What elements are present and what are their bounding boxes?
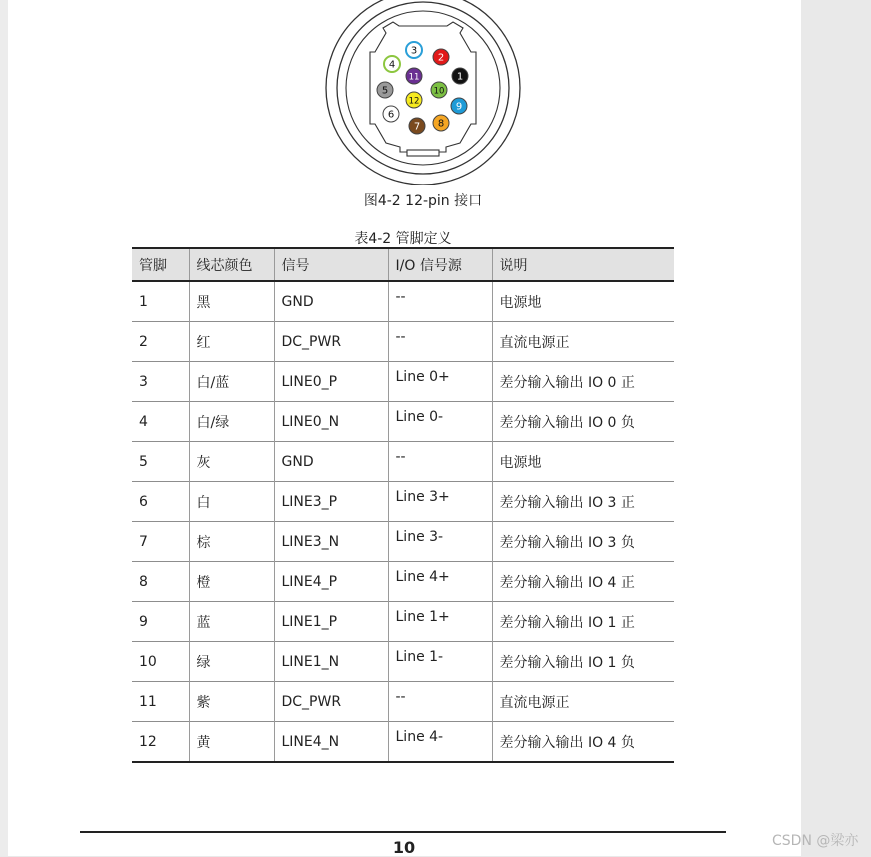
- watermark: CSDN @梁亦: [772, 833, 859, 849]
- cell-io-source: Line 4-: [388, 722, 492, 763]
- table-row: [132, 722, 674, 763]
- table-header: [132, 248, 674, 281]
- cell-wire-color: 红: [189, 322, 274, 362]
- table-row: [132, 281, 674, 322]
- cell-io-source: --: [388, 281, 492, 322]
- cell-wire-color: 绿: [189, 642, 274, 682]
- cell-description: 差分输入输出 IO 1 正: [492, 602, 674, 642]
- cell-signal: GND: [274, 442, 388, 482]
- pin-label: 1: [456, 71, 464, 83]
- cell-wire-color: 紫: [189, 682, 274, 722]
- table-row: [132, 562, 674, 602]
- pin-5: [377, 82, 393, 98]
- header-signal: 信号: [274, 248, 388, 281]
- cell-signal: LINE1_N: [274, 642, 388, 682]
- pin-4: [384, 56, 400, 72]
- pin-label: 6: [387, 109, 395, 121]
- cell-pin: 3: [139, 373, 148, 390]
- table-row: [132, 362, 674, 402]
- cell-description: 差分输入输出 IO 3 正: [492, 482, 674, 522]
- cell-io-source: Line 0+: [388, 362, 492, 402]
- cell-pin: 11: [139, 693, 157, 710]
- table-row: [132, 322, 674, 362]
- pin-label: 7: [413, 121, 421, 133]
- pin-8: [433, 115, 449, 131]
- cell-signal: LINE4_N: [274, 722, 388, 763]
- header-wire-color: 线芯颜色: [189, 248, 274, 281]
- cell-description: 差分输入输出 IO 4 负: [492, 722, 674, 763]
- cell-wire-color: 白/蓝: [189, 362, 274, 402]
- cell-wire-color: 黄: [189, 722, 274, 763]
- pin-label: 2: [437, 52, 445, 64]
- connector-key-notch: [407, 150, 439, 156]
- cell-description: 电源地: [492, 281, 674, 322]
- cell-io-source: Line 4+: [388, 562, 492, 602]
- pin-11: [406, 68, 422, 84]
- cell-wire-color: 黑: [189, 281, 274, 322]
- cell-wire-color: 灰: [189, 442, 274, 482]
- cell-signal: LINE4_P: [274, 562, 388, 602]
- cell-description: 差分输入输出 IO 4 正: [492, 562, 674, 602]
- cell-pin: 6: [139, 493, 148, 510]
- cell-io-source: --: [388, 442, 492, 482]
- cell-description: 差分输入输出 IO 0 负: [492, 402, 674, 442]
- table-caption: 表4-2 管脚定义: [354, 231, 452, 247]
- viewer-background: [801, 0, 871, 856]
- cell-signal: LINE1_P: [274, 602, 388, 642]
- connector-diagram: [323, 0, 523, 185]
- pin-2: [433, 49, 449, 65]
- cell-io-source: --: [388, 682, 492, 722]
- cell-pin: 12: [139, 733, 157, 750]
- cell-wire-color: 蓝: [189, 602, 274, 642]
- cell-io-source: Line 0-: [388, 402, 492, 442]
- cell-wire-color: 白: [189, 482, 274, 522]
- cell-signal: LINE0_P: [274, 362, 388, 402]
- pin-label: 10: [433, 86, 445, 97]
- pin-label: 4: [388, 59, 396, 71]
- cell-pin: 7: [139, 533, 148, 550]
- cell-signal: DC_PWR: [274, 322, 388, 362]
- cell-pin: 4: [139, 413, 148, 430]
- table-row: [132, 602, 674, 642]
- pin-6: [383, 106, 399, 122]
- pin-3: [406, 42, 422, 58]
- header-description: 说明: [492, 248, 674, 281]
- table-row: [132, 442, 674, 482]
- left-gutter: [0, 0, 8, 856]
- pin-definition-table: [132, 247, 674, 763]
- pin-7: [409, 118, 425, 134]
- pin-label: 3: [410, 45, 418, 57]
- cell-description: 直流电源正: [492, 322, 674, 362]
- table-body: [132, 281, 674, 762]
- pin-label: 8: [437, 118, 445, 130]
- footer-rule: [80, 831, 726, 833]
- cell-description: 差分输入输出 IO 0 正: [492, 362, 674, 402]
- table-row: [132, 522, 674, 562]
- cell-description: 差分输入输出 IO 1 负: [492, 642, 674, 682]
- pin-9: [451, 98, 467, 114]
- cell-wire-color: 橙: [189, 562, 274, 602]
- cell-pin: 2: [139, 333, 148, 350]
- cell-pin: 9: [139, 613, 148, 630]
- pin-label: 12: [408, 96, 420, 107]
- table-row: [132, 402, 674, 442]
- pin-1: [452, 68, 468, 84]
- cell-io-source: Line 1-: [388, 642, 492, 682]
- cell-pin: 8: [139, 573, 148, 590]
- cell-description: 电源地: [492, 442, 674, 482]
- cell-io-source: Line 3+: [388, 482, 492, 522]
- cell-pin: 1: [139, 293, 148, 310]
- table-row: [132, 642, 674, 682]
- pin-label: 5: [381, 85, 389, 97]
- pin-10: [431, 82, 447, 98]
- cell-io-source: Line 3-: [388, 522, 492, 562]
- header-io-source: I/O 信号源: [388, 248, 492, 281]
- cell-signal: LINE3_N: [274, 522, 388, 562]
- header-pin: 管脚: [139, 257, 167, 274]
- pin-label: 11: [408, 72, 420, 83]
- cell-pin: 10: [139, 653, 157, 670]
- table-header-row: [132, 248, 674, 281]
- cell-wire-color: 白/绿: [189, 402, 274, 442]
- cell-pin: 5: [139, 453, 148, 470]
- cell-io-source: Line 1+: [388, 602, 492, 642]
- cell-description: 直流电源正: [492, 682, 674, 722]
- pin-12: [406, 92, 422, 108]
- cell-wire-color: 棕: [189, 522, 274, 562]
- cell-signal: LINE3_P: [274, 482, 388, 522]
- table-row: [132, 682, 674, 722]
- cell-signal: GND: [274, 281, 388, 322]
- cell-io-source: --: [388, 322, 492, 362]
- connector-ring-2: [337, 2, 509, 174]
- cell-signal: LINE0_N: [274, 402, 388, 442]
- cell-description: 差分输入输出 IO 3 负: [492, 522, 674, 562]
- cell-signal: DC_PWR: [274, 682, 388, 722]
- table-row: [132, 482, 674, 522]
- figure-caption: 图4-2 12-pin 接口: [363, 193, 483, 209]
- page-number: 10: [392, 838, 416, 857]
- pin-label: 9: [455, 101, 463, 113]
